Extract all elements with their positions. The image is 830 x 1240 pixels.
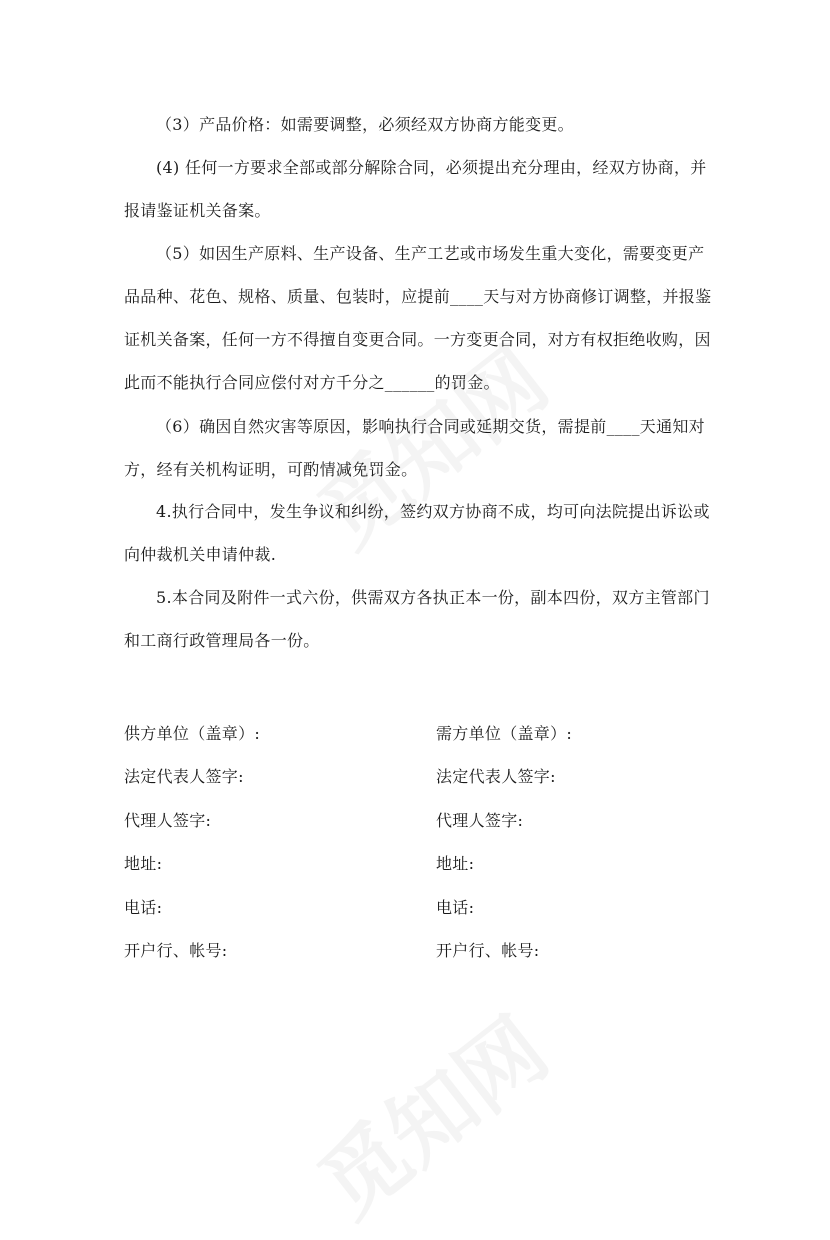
buyer-legal-rep-label: 法定代表人签字:	[436, 767, 556, 786]
clause-force-majeure: （6）确因自然灾害等原因，影响执行合同或延期交货，需提前____天通知对方，经有关机构证明，可酌情减免罚金。	[124, 417, 705, 479]
watermark	[289, 984, 569, 1240]
buyer-phone-label: 电话:	[436, 898, 475, 917]
supplier-bank-label: 开户行、帐号:	[124, 941, 228, 960]
buyer-unit-label: 需方单位（盖章）:	[436, 724, 573, 743]
clause-dispute: 4.执行合同中，发生争议和纠纷，签约双方协商不成，均可向法院提出诉讼或向仲裁机关申请仲裁.	[124, 502, 710, 564]
supplier-legal-rep-label: 法定代表人签字:	[124, 767, 244, 786]
supplier-address-label: 地址:	[124, 854, 163, 873]
supplier-agent-label: 代理人签字:	[124, 811, 212, 830]
supplier-phone-label: 电话:	[124, 898, 163, 917]
buyer-agent-label: 代理人签字:	[436, 811, 524, 830]
clause-price: （3）产品价格：如需要调整，必须经双方协商方能变更。	[156, 115, 574, 134]
clause-copies: 5.本合同及附件一式六份，供需双方各执正本一份，副本四份，双方主管部门和工商行政管理局各一份。	[124, 588, 710, 650]
supplier-unit-label: 供方单位（盖章）:	[124, 724, 261, 743]
buyer-address-label: 地址:	[436, 854, 475, 873]
clause-change: （5）如因生产原料、生产设备、生产工艺或市场发生重大变化，需要变更产品品种、花色、规格、质量、包装时，应提前____天与对方协商修订调整，并报鉴证机关备案，任何一方不得擅自变更合同。一方变更合同，对方有权拒绝收购，因此而不能执行合同应偿付对方千分之______的罚金。	[124, 244, 712, 392]
buyer-bank-label: 开户行、帐号:	[436, 941, 540, 960]
clause-termination: (4) 任何一方要求全部或部分解除合同，必须提出充分理由，经双方协商，并报请鉴证机关备案。	[124, 158, 707, 220]
